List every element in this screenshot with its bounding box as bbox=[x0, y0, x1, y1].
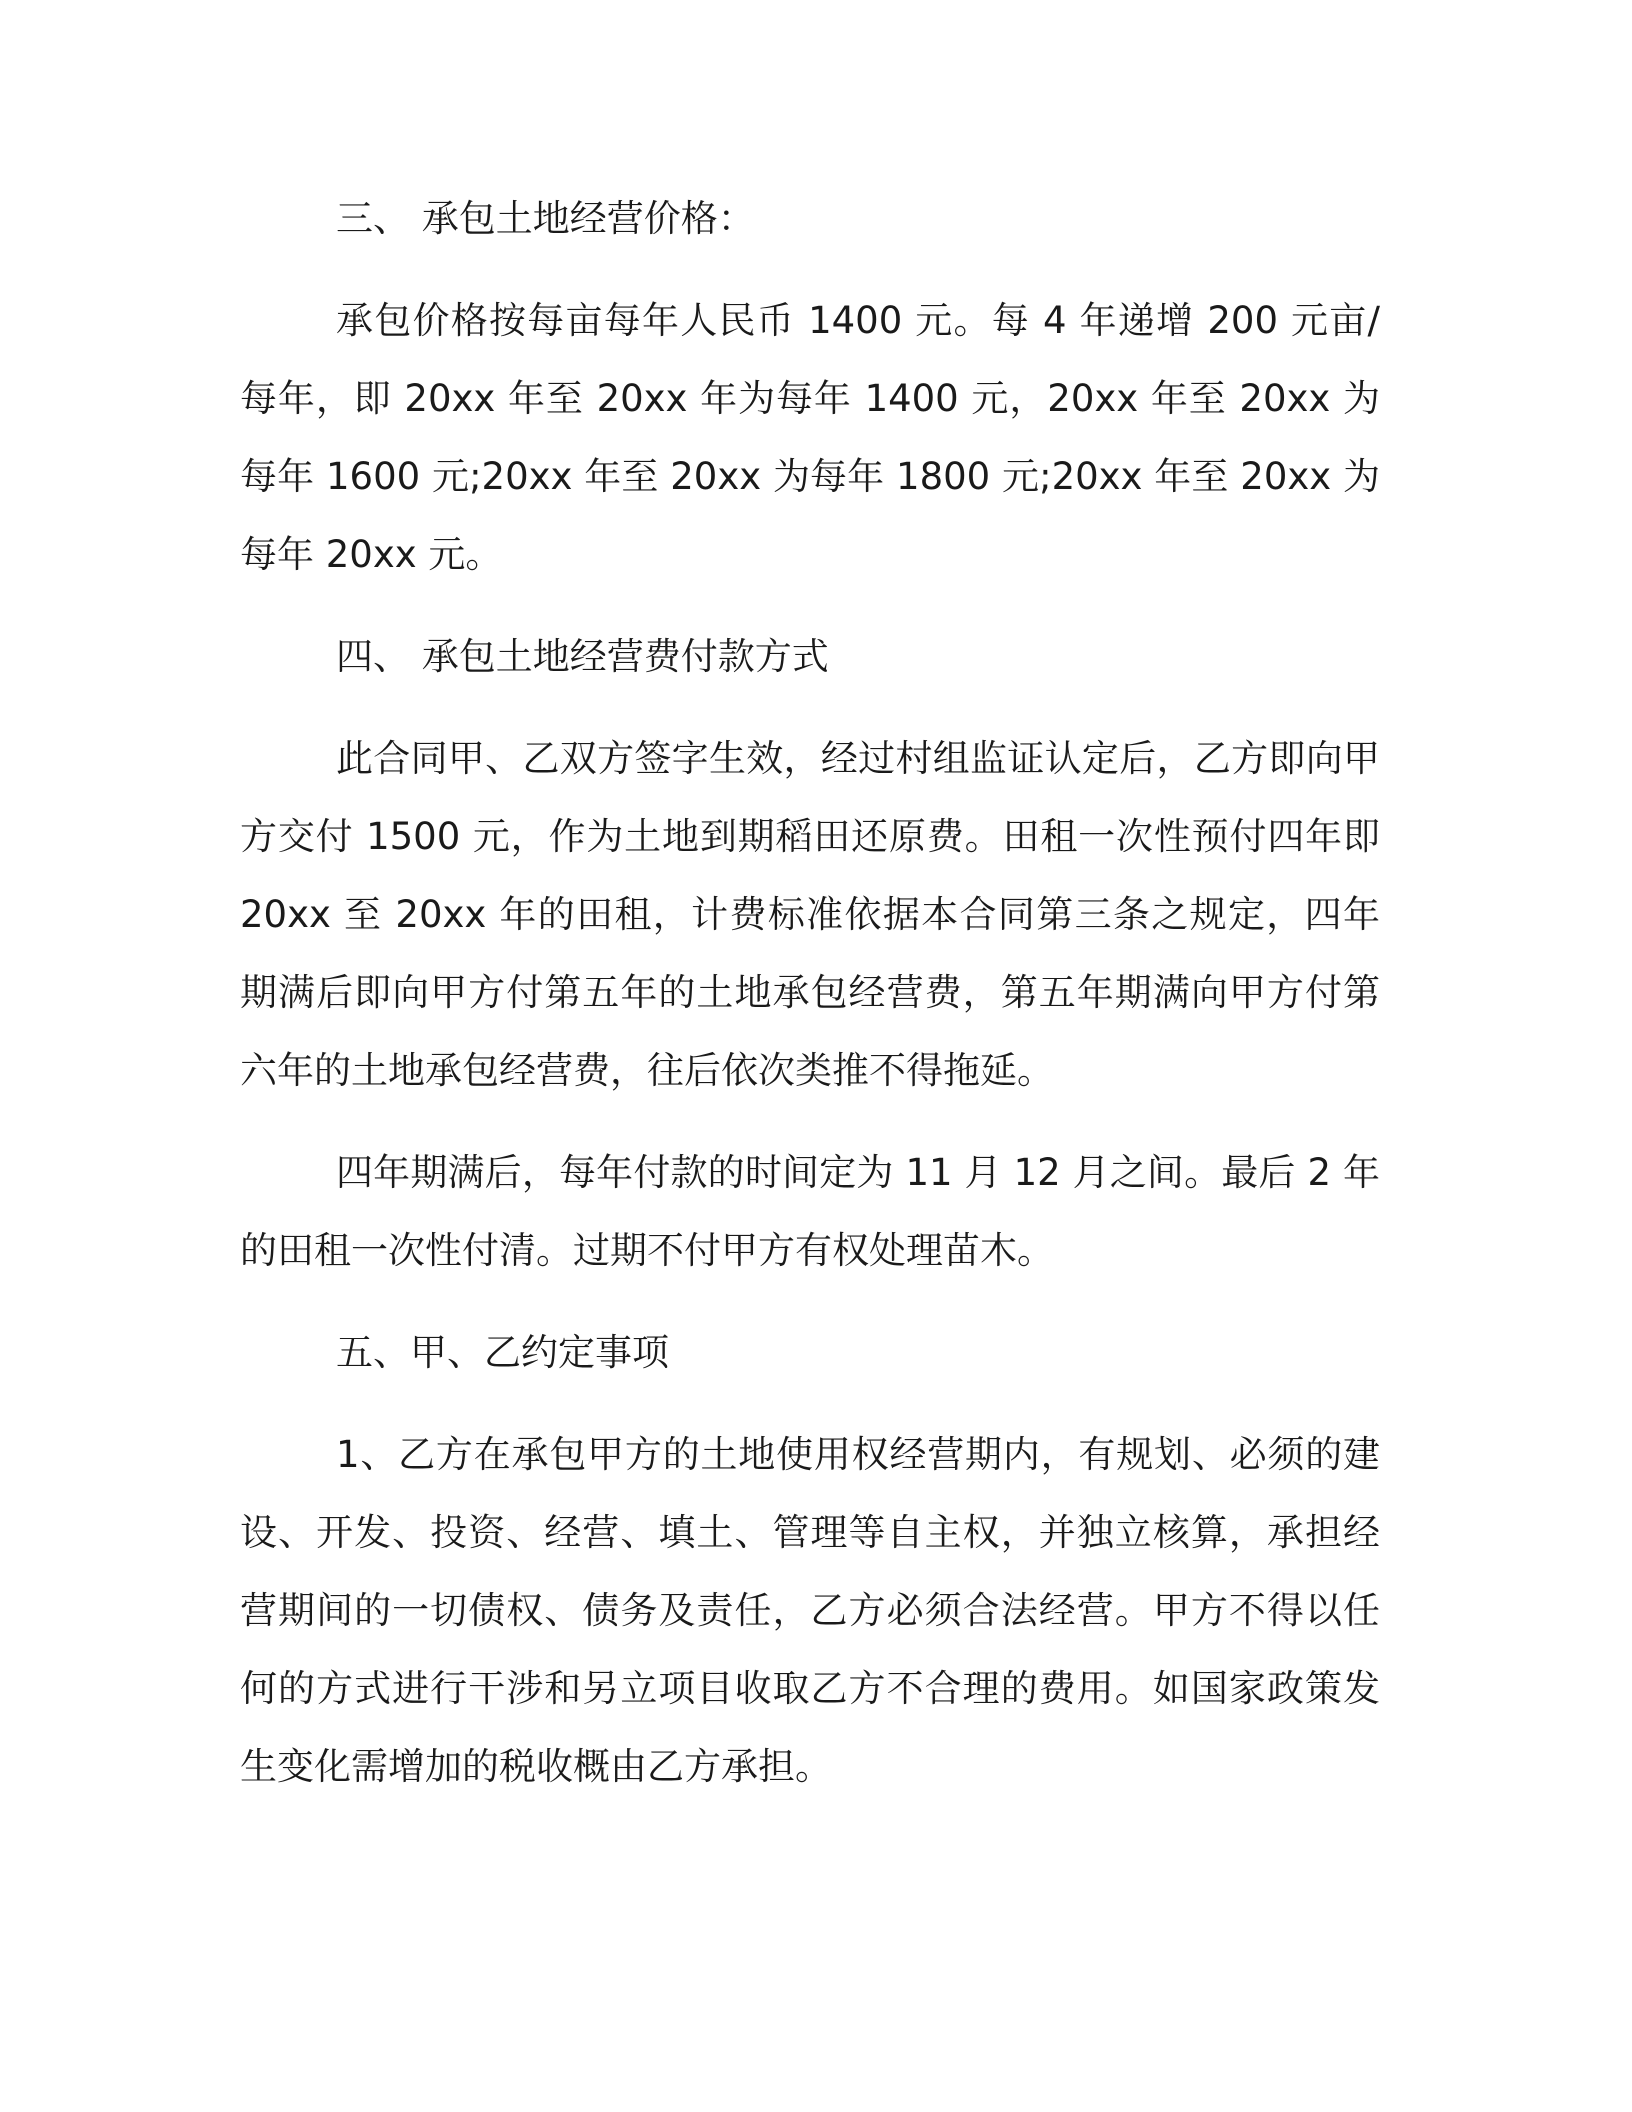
section-4-heading: 四、 承包土地经营费付款方式 bbox=[336, 635, 829, 678]
section-5-paragraph-1: 1、乙方在承包甲方的土地使用权经营期内，有规划、必须的建设、开发、投资、经营、填土、管理等自主权，并独立核算，承担经营期间的一切债权、债务及责任，乙方必须合法经营。甲方不得以任何的方式进行干涉和另立项目收取乙方不合理的费用。如国家政策发生变化需增加的税收概由乙方承担。 bbox=[240, 1433, 1380, 1788]
section-5-heading: 五、甲、乙约定事项 bbox=[336, 1331, 669, 1374]
section-4-paragraph-1: 此合同甲、乙双方签字生效，经过村组监证认定后，乙方即向甲方交付 1500 元，作为土地到期稻田还原费。田租一次性预付四年即 20xx 至 20xx 年的田租，计费标准依据本合同第三条之规定，四年期满后即向甲方付第五年的土地承包经营费，第五年期满向甲方付第六年的土地承包经营费，往后依次类推不得拖延。 bbox=[240, 737, 1380, 1092]
document-page bbox=[240, 180, 1380, 1806]
section-3-heading: 三、 承包土地经营价格： bbox=[336, 197, 755, 240]
section-4-paragraph-2: 四年期满后，每年付款的时间定为 11 月 12 月之间。最后 2 年的田租一次性付清。过期不付甲方有权处理苗木。 bbox=[240, 1151, 1380, 1272]
section-3-paragraph: 承包价格按每亩每年人民币 1400 元。每 4 年递增 200 元亩/每年，即 20xx 年至 20xx 年为每年 1400 元，20xx 年至 20xx 为每年 1600 元;20xx 年至 20xx 为每年 1800 元;20xx 年至 20xx 为每年 20xx 元。 bbox=[240, 299, 1380, 576]
